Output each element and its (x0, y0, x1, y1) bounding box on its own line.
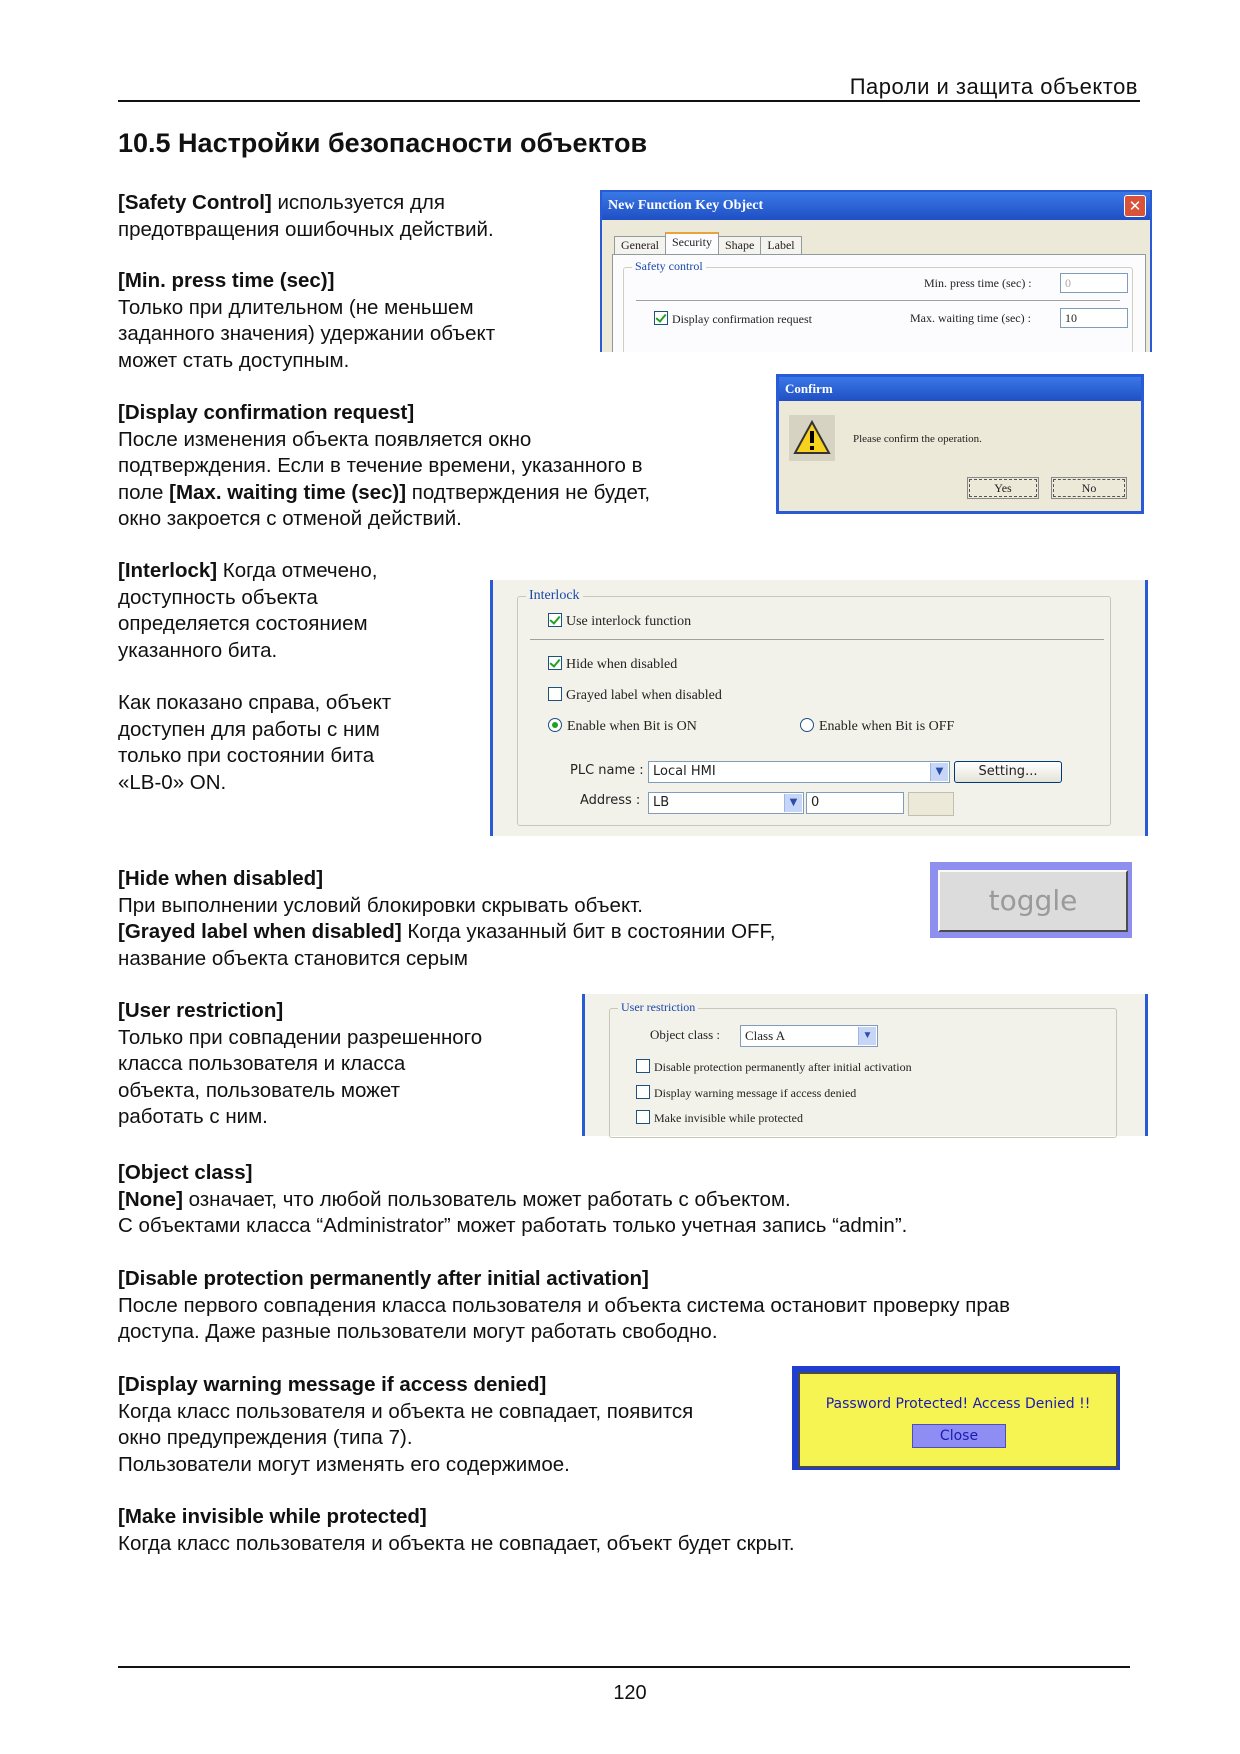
header-rule (118, 100, 1140, 102)
address-extra-field (908, 792, 954, 816)
plc-name-label: PLC name : (570, 763, 644, 778)
confirm-dialog (776, 374, 1144, 514)
dialog-titlebar[interactable] (779, 377, 1141, 401)
address-type-select[interactable]: LB ▼ (648, 792, 804, 814)
confirm-checkbox[interactable] (654, 311, 668, 325)
user-restriction-paragraph: [User restriction] Только при совпадении разрешенного класса пользователя и класса объекта, пользователь может работать с ним. (118, 999, 483, 1128)
password-warning-body (798, 1372, 1118, 1468)
term: [Display confirmation request] (118, 401, 415, 424)
section-title: 10.5 Настройки безопасности объектов (118, 128, 648, 158)
confirm-checkbox-row[interactable]: Display confirmation request (654, 311, 812, 327)
min-press-label: Min. press time (sec) : (924, 276, 1032, 290)
no-button[interactable]: No (1053, 479, 1125, 497)
footer-rule (118, 1666, 1130, 1668)
plc-name-select[interactable]: Local HMI ▼ (648, 761, 950, 783)
function-key-object-window (600, 190, 1152, 352)
make-invisible-paragraph: [Make invisible while protected] Когда класс пользователя и объекта не совпадает, объект будет скрыт. (118, 1505, 795, 1555)
user-restriction-panel (582, 994, 1148, 1136)
term: [Make invisible while protected] (118, 1505, 427, 1528)
group-title: Interlock (526, 588, 583, 604)
hide-grayed-paragraph: [Hide when disabled] При выполнении условий блокировки скрывать объект. [Grayed label when disabled] Когда указанный бит в состоянии OFF, название объекта становится серым (118, 867, 776, 970)
use-interlock-checkbox[interactable] (548, 613, 562, 627)
enable-off-row[interactable]: Enable when Bit is OFF (800, 718, 954, 735)
running-header: Пароли и защита объектов (849, 74, 1138, 99)
divider (530, 639, 1104, 640)
disable-protection-paragraph: [Disable protection permanently after initial activation] После первого совпадения класса пользователя и объекта система остановит проверку прав доступа. Даже разные пользователи могут работать свободно. (118, 1267, 1011, 1343)
display-confirm-paragraph: [Display confirmation request] После изменения объекта появляется окно подтверждения. Если в течение времени, указанного в поле [Max. waiting time (sec)] подтверждения не будет, окно закроется с отменой действий. (118, 401, 651, 530)
tab-shape[interactable]: Shape (718, 236, 761, 254)
object-class-label: Object class : (650, 1027, 721, 1042)
use-interlock-row[interactable]: Use interlock function (548, 613, 691, 630)
term: [Safety Control] (118, 191, 272, 214)
disable-protection-row[interactable]: Disable protection permanently after initial activation (636, 1059, 912, 1075)
min-press-field[interactable]: 0 (1060, 273, 1128, 293)
min-press-paragraph: [Min. press time (sec)] Только при длительном (не меньшем заданного значения) удержании объект может стать доступным. (118, 269, 496, 372)
disable-protection-checkbox[interactable] (636, 1059, 650, 1073)
term: [Object class] (118, 1161, 253, 1184)
term: [Display warning message if access denied] (118, 1373, 547, 1396)
dialog-message: Please confirm the operation. (853, 433, 982, 445)
yes-button[interactable]: Yes (969, 479, 1037, 497)
warning-icon (789, 415, 835, 461)
address-value-field[interactable]: 0 (806, 792, 904, 814)
grayed-label-row[interactable]: Grayed label when disabled (548, 687, 722, 704)
close-icon[interactable]: ✕ (1124, 195, 1146, 217)
setting-button[interactable]: Setting... (954, 761, 1062, 783)
tab-general[interactable]: General (614, 236, 666, 254)
dialog-title: Confirm (785, 381, 833, 396)
make-invisible-row[interactable]: Make invisible while protected (636, 1110, 803, 1126)
tab-security[interactable]: Security (665, 232, 719, 254)
enable-off-radio[interactable] (800, 718, 814, 732)
chevron-down-icon[interactable]: ▼ (858, 1027, 876, 1045)
group-title: Safety control (632, 259, 706, 274)
term: [User restriction] (118, 999, 284, 1022)
chevron-down-icon[interactable]: ▼ (784, 794, 802, 812)
password-warning-message: Password Protected! Access Denied !! (825, 1396, 1091, 1412)
interlock-group (517, 588, 1111, 826)
enable-on-radio[interactable] (548, 718, 562, 732)
hide-disabled-checkbox[interactable] (548, 656, 562, 670)
window-titlebar[interactable] (602, 192, 1150, 220)
tab-label[interactable]: Label (760, 236, 801, 254)
hide-disabled-row[interactable]: Hide when disabled (548, 656, 677, 673)
chevron-down-icon[interactable]: ▼ (930, 763, 948, 781)
enable-on-row[interactable]: Enable when Bit is ON (548, 718, 697, 735)
address-label: Address : (580, 793, 641, 808)
term: [Min. press time (sec)] (118, 269, 335, 292)
page-number: 120 (613, 1682, 647, 1704)
term: [Disable protection permanently after initial activation] (118, 1267, 649, 1290)
safety-control-group (623, 259, 1133, 352)
tab-strip (614, 232, 801, 252)
security-tab-pane (612, 254, 1146, 352)
window-title: New Function Key Object (608, 198, 764, 213)
object-class-select[interactable]: Class A ▼ (740, 1025, 878, 1047)
user-restriction-group (609, 1000, 1117, 1138)
max-wait-label: Max. waiting time (sec) : (910, 311, 1031, 325)
display-warning-paragraph: [Display warning message if access denied] Когда класс пользователя и объекта не совпадает, появится окно предупреждения (типа 7). Пользователи могут изменять его содержимое. (118, 1373, 694, 1476)
group-title: User restriction (618, 1000, 698, 1015)
divider (636, 300, 1120, 301)
term: [Hide when disabled] (118, 867, 324, 890)
make-invisible-checkbox[interactable] (636, 1110, 650, 1124)
close-button[interactable]: Close (912, 1424, 1006, 1448)
max-wait-field[interactable]: 10 (1060, 308, 1128, 328)
toggle-button-frame (930, 862, 1132, 938)
interlock-panel (490, 580, 1148, 836)
toggle-button[interactable]: toggle (938, 870, 1128, 932)
term: [Interlock] (118, 559, 218, 582)
object-class-paragraph: [Object class] [None] означает, что любой пользователь может работать с объектом. С объектами класса “Administrator” может работать только учетная запись “admin”. (118, 1161, 908, 1237)
interlock-paragraph: [Interlock] Когда отмечено, доступность объекта определяется состоянием указанного бита. Как показано справа, объект доступен для работы с ним только при состоянии бита «LB-0» ON. (118, 559, 392, 794)
password-warning-window (792, 1366, 1120, 1470)
safety-control-paragraph: [Safety Control] используется для предотвращения ошибочных действий. (118, 191, 494, 241)
grayed-label-checkbox[interactable] (548, 687, 562, 701)
display-warning-row[interactable]: Display warning message if access denied (636, 1085, 856, 1101)
display-warning-checkbox[interactable] (636, 1085, 650, 1099)
